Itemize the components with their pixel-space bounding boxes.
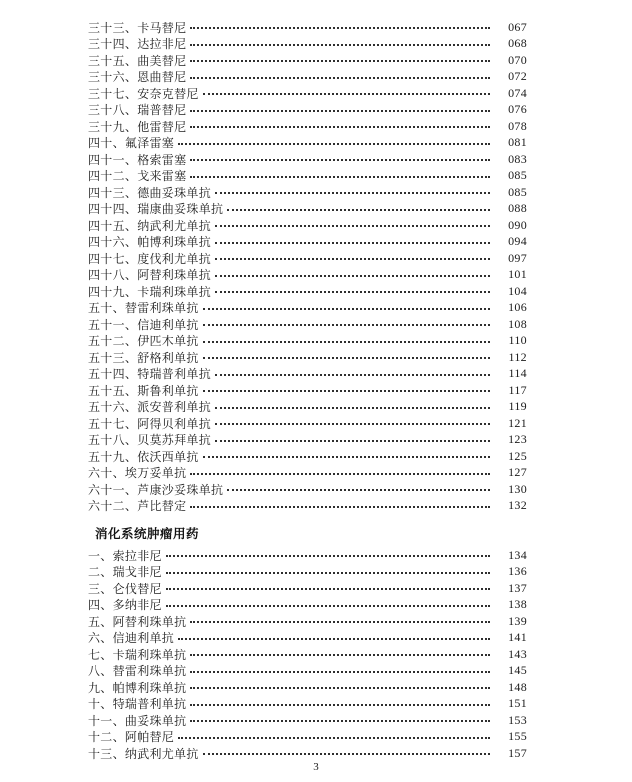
toc-entry-label: 五十九、依沃西单抗 bbox=[88, 449, 199, 464]
toc-entry-page-number: 085 bbox=[508, 184, 527, 199]
toc-entry bbox=[88, 382, 527, 399]
dotted-leader bbox=[215, 407, 490, 409]
toc-entry bbox=[88, 300, 527, 317]
toc-entry bbox=[88, 547, 527, 564]
toc-entry-page-number: 068 bbox=[508, 36, 527, 51]
toc-entry-label: 五、阿替利珠单抗 bbox=[88, 614, 187, 629]
toc-entry bbox=[88, 234, 527, 251]
toc-entry-page-number: 137 bbox=[508, 580, 527, 595]
toc-entry-label: 五十五、斯鲁利单抗 bbox=[88, 383, 199, 398]
toc-entry-page-number: 136 bbox=[508, 564, 527, 579]
toc-entry-label: 三十八、瑞普替尼 bbox=[88, 103, 187, 118]
toc-entry-page-number: 121 bbox=[508, 415, 527, 430]
toc-entry-label: 八、替雷利珠单抗 bbox=[88, 664, 187, 679]
toc-entry-page-number: 151 bbox=[508, 696, 527, 711]
dotted-leader bbox=[215, 291, 490, 293]
toc-entry bbox=[88, 349, 527, 366]
toc-entry-label: 五十六、派安普利单抗 bbox=[88, 400, 212, 415]
toc-entry-label: 四十一、格索雷塞 bbox=[88, 152, 187, 167]
toc-entry bbox=[88, 283, 527, 300]
dotted-leader bbox=[203, 341, 490, 343]
toc-entry-label: 五十七、阿得贝利单抗 bbox=[88, 416, 212, 431]
dotted-leader bbox=[190, 126, 490, 128]
dotted-leader bbox=[203, 324, 490, 326]
toc-entry-label: 四十八、阿替利珠单抗 bbox=[88, 268, 212, 283]
toc-entry bbox=[88, 184, 527, 201]
toc-entry-label: 四十二、戈来雷塞 bbox=[88, 169, 187, 184]
toc-entry bbox=[88, 217, 527, 234]
dotted-leader bbox=[190, 671, 490, 673]
dotted-leader bbox=[190, 159, 490, 161]
toc-entry-label: 七、卡瑞利珠单抗 bbox=[88, 647, 187, 662]
toc-entry-label: 四十九、卡瑞利珠单抗 bbox=[88, 284, 212, 299]
dotted-leader bbox=[190, 720, 490, 722]
dotted-leader bbox=[166, 605, 490, 607]
toc-entry-label: 四十、氟泽雷塞 bbox=[88, 136, 175, 151]
toc-entry-page-number: 114 bbox=[508, 366, 527, 381]
toc-entry-page-number: 104 bbox=[508, 283, 527, 298]
toc-entry-label: 十一、曲妥珠单抗 bbox=[88, 713, 187, 728]
toc-entry-label: 三十三、卡马替尼 bbox=[88, 20, 187, 35]
toc-entry bbox=[88, 432, 527, 449]
toc-entry-page-number: 106 bbox=[508, 300, 527, 315]
dotted-leader bbox=[190, 654, 490, 656]
toc-entry-label: 三、仑伐替尼 bbox=[88, 581, 162, 596]
toc-entry bbox=[88, 118, 527, 135]
toc-entry-label: 五十一、信迪利单抗 bbox=[88, 317, 199, 332]
toc-entry-label: 五十四、特瑞普利单抗 bbox=[88, 367, 212, 382]
toc-entry bbox=[88, 663, 527, 680]
toc-entry-page-number: 070 bbox=[508, 52, 527, 67]
dotted-leader bbox=[203, 93, 490, 95]
toc-entry bbox=[88, 168, 527, 185]
dotted-leader bbox=[178, 638, 490, 640]
page-number-footer: 3 bbox=[313, 761, 319, 773]
dotted-leader bbox=[203, 753, 490, 755]
toc-entry bbox=[88, 415, 527, 432]
toc-entry-label: 三十六、恩曲替尼 bbox=[88, 70, 187, 85]
toc-entry bbox=[88, 613, 527, 630]
dotted-leader bbox=[215, 423, 490, 425]
toc-entry-label: 十二、阿帕替尼 bbox=[88, 730, 175, 745]
toc-entry bbox=[88, 333, 527, 350]
dotted-leader bbox=[190, 506, 490, 508]
dotted-leader bbox=[190, 77, 490, 79]
toc-entry-page-number: 072 bbox=[508, 69, 527, 84]
toc-entry bbox=[88, 481, 527, 498]
dotted-leader bbox=[166, 588, 490, 590]
dotted-leader bbox=[190, 110, 490, 112]
dotted-leader bbox=[166, 555, 490, 557]
toc-entry-label: 三十四、达拉非尼 bbox=[88, 37, 187, 52]
toc-entry bbox=[88, 52, 527, 69]
toc-entry-page-number: 076 bbox=[508, 102, 527, 117]
toc-entry bbox=[88, 745, 527, 762]
toc-entry-page-number: 117 bbox=[508, 382, 527, 397]
toc-entry-page-number: 148 bbox=[508, 679, 527, 694]
dotted-leader bbox=[215, 242, 490, 244]
dotted-leader bbox=[190, 27, 490, 29]
toc-entry bbox=[88, 135, 527, 152]
toc-entry-page-number: 119 bbox=[508, 399, 527, 414]
dotted-leader bbox=[190, 60, 490, 62]
toc-entry-page-number: 130 bbox=[508, 481, 527, 496]
toc-entry bbox=[88, 19, 527, 36]
toc-entry-page-number: 153 bbox=[508, 712, 527, 727]
toc-entry-label: 四十四、瑞康曲妥珠单抗 bbox=[88, 202, 224, 217]
toc-entry bbox=[88, 85, 527, 102]
toc-entry-page-number: 108 bbox=[508, 316, 527, 331]
dotted-leader bbox=[178, 143, 490, 145]
dotted-leader bbox=[215, 225, 490, 227]
toc-entry-label: 三十七、安奈克替尼 bbox=[88, 86, 199, 101]
toc-entry-label: 九、帕博利珠单抗 bbox=[88, 680, 187, 695]
toc-entry bbox=[88, 630, 527, 647]
toc-entry bbox=[88, 102, 527, 119]
toc-entry-label: 四十五、纳武利尤单抗 bbox=[88, 218, 212, 233]
dotted-leader bbox=[227, 489, 490, 491]
toc-entry bbox=[88, 580, 527, 597]
dotted-leader bbox=[215, 258, 490, 260]
toc-entry bbox=[88, 316, 527, 333]
toc-entry-label: 二、瑞戈非尼 bbox=[88, 565, 162, 580]
toc-entry bbox=[88, 36, 527, 53]
toc-entry-label: 四十七、度伐利尤单抗 bbox=[88, 251, 212, 266]
dotted-leader bbox=[190, 176, 490, 178]
toc-entry-page-number: 081 bbox=[508, 135, 527, 150]
toc-entry bbox=[88, 729, 527, 746]
toc-entry-page-number: 085 bbox=[508, 168, 527, 183]
toc-entry-label: 三十五、曲美替尼 bbox=[88, 53, 187, 68]
toc-section-header: 消化系统肿瘤用药 bbox=[95, 527, 200, 541]
dotted-leader bbox=[227, 209, 490, 211]
toc-entry bbox=[88, 679, 527, 696]
toc-entry-page-number: 132 bbox=[508, 498, 527, 513]
dotted-leader bbox=[215, 192, 490, 194]
toc-entry-page-number: 138 bbox=[508, 597, 527, 612]
toc-entry-page-number: 088 bbox=[508, 201, 527, 216]
toc-entry-page-number: 090 bbox=[508, 217, 527, 232]
toc-entry-label: 五十八、贝莫苏拜单抗 bbox=[88, 433, 212, 448]
dotted-leader bbox=[215, 275, 490, 277]
dotted-leader bbox=[166, 572, 490, 574]
toc-entry-page-number: 112 bbox=[508, 349, 527, 364]
toc-entry bbox=[88, 250, 527, 267]
toc-entry-label: 四十六、帕博利珠单抗 bbox=[88, 235, 212, 250]
toc-entry-page-number: 097 bbox=[508, 250, 527, 265]
toc-entry-page-number: 155 bbox=[508, 729, 527, 744]
toc-entry-page-number: 094 bbox=[508, 234, 527, 249]
toc-entry bbox=[88, 597, 527, 614]
toc-entry-page-number: 143 bbox=[508, 646, 527, 661]
toc-entry-label: 六十一、芦康沙妥珠单抗 bbox=[88, 482, 224, 497]
toc-entry bbox=[88, 366, 527, 383]
dotted-leader bbox=[203, 390, 490, 392]
toc-entry bbox=[88, 151, 527, 168]
toc-entry-label: 十、特瑞普利单抗 bbox=[88, 697, 187, 712]
dotted-leader bbox=[215, 440, 490, 442]
toc-entry bbox=[88, 448, 527, 465]
toc-entry-label: 五十二、伊匹木单抗 bbox=[88, 334, 199, 349]
dotted-leader bbox=[203, 308, 490, 310]
toc-entry-page-number: 123 bbox=[508, 432, 527, 447]
toc-entry-page-number: 125 bbox=[508, 448, 527, 463]
toc-entry bbox=[88, 267, 527, 284]
toc-entry bbox=[88, 646, 527, 663]
dotted-leader bbox=[190, 44, 490, 46]
dotted-leader bbox=[190, 704, 490, 706]
toc-entry-page-number: 067 bbox=[508, 19, 527, 34]
toc-entry-page-number: 127 bbox=[508, 465, 527, 480]
toc-entry bbox=[88, 399, 527, 416]
dotted-leader bbox=[190, 687, 490, 689]
toc-entry bbox=[88, 498, 527, 515]
toc-entry-label: 四十三、德曲妥珠单抗 bbox=[88, 185, 212, 200]
dotted-leader bbox=[190, 473, 490, 475]
toc-entry-label: 三十九、他雷替尼 bbox=[88, 119, 187, 134]
toc-entry-label: 五十、替雷利珠单抗 bbox=[88, 301, 199, 316]
toc-entry-page-number: 139 bbox=[508, 613, 527, 628]
toc-entry bbox=[88, 696, 527, 713]
dotted-leader bbox=[203, 357, 490, 359]
toc-entry bbox=[88, 712, 527, 729]
toc-entry bbox=[88, 201, 527, 218]
toc-entry bbox=[88, 465, 527, 482]
table-of-contents bbox=[88, 19, 527, 762]
toc-entry-page-number: 141 bbox=[508, 630, 527, 645]
toc-entry-page-number: 101 bbox=[508, 267, 527, 282]
dotted-leader bbox=[178, 737, 490, 739]
toc-entry-label: 六十、埃万妥单抗 bbox=[88, 466, 187, 481]
toc-entry-label: 五十三、舒格利单抗 bbox=[88, 350, 199, 365]
dotted-leader bbox=[190, 621, 490, 623]
toc-entry bbox=[88, 564, 527, 581]
toc-entry bbox=[88, 69, 527, 86]
toc-entry-label: 十三、纳武利尤单抗 bbox=[88, 746, 199, 761]
toc-entry-page-number: 074 bbox=[508, 85, 527, 100]
toc-entry-page-number: 145 bbox=[508, 663, 527, 678]
toc-entry-page-number: 110 bbox=[508, 333, 527, 348]
dotted-leader bbox=[215, 374, 490, 376]
toc-entry-page-number: 078 bbox=[508, 118, 527, 133]
toc-entry-label: 六十二、芦比替定 bbox=[88, 499, 187, 514]
toc-entry-label: 一、索拉非尼 bbox=[88, 548, 162, 563]
toc-entry-page-number: 157 bbox=[508, 745, 527, 760]
dotted-leader bbox=[203, 456, 490, 458]
toc-entry-label: 六、信迪利单抗 bbox=[88, 631, 175, 646]
toc-entry-page-number: 083 bbox=[508, 151, 527, 166]
toc-entry-page-number: 134 bbox=[508, 547, 527, 562]
toc-entry-label: 四、多纳非尼 bbox=[88, 598, 162, 613]
